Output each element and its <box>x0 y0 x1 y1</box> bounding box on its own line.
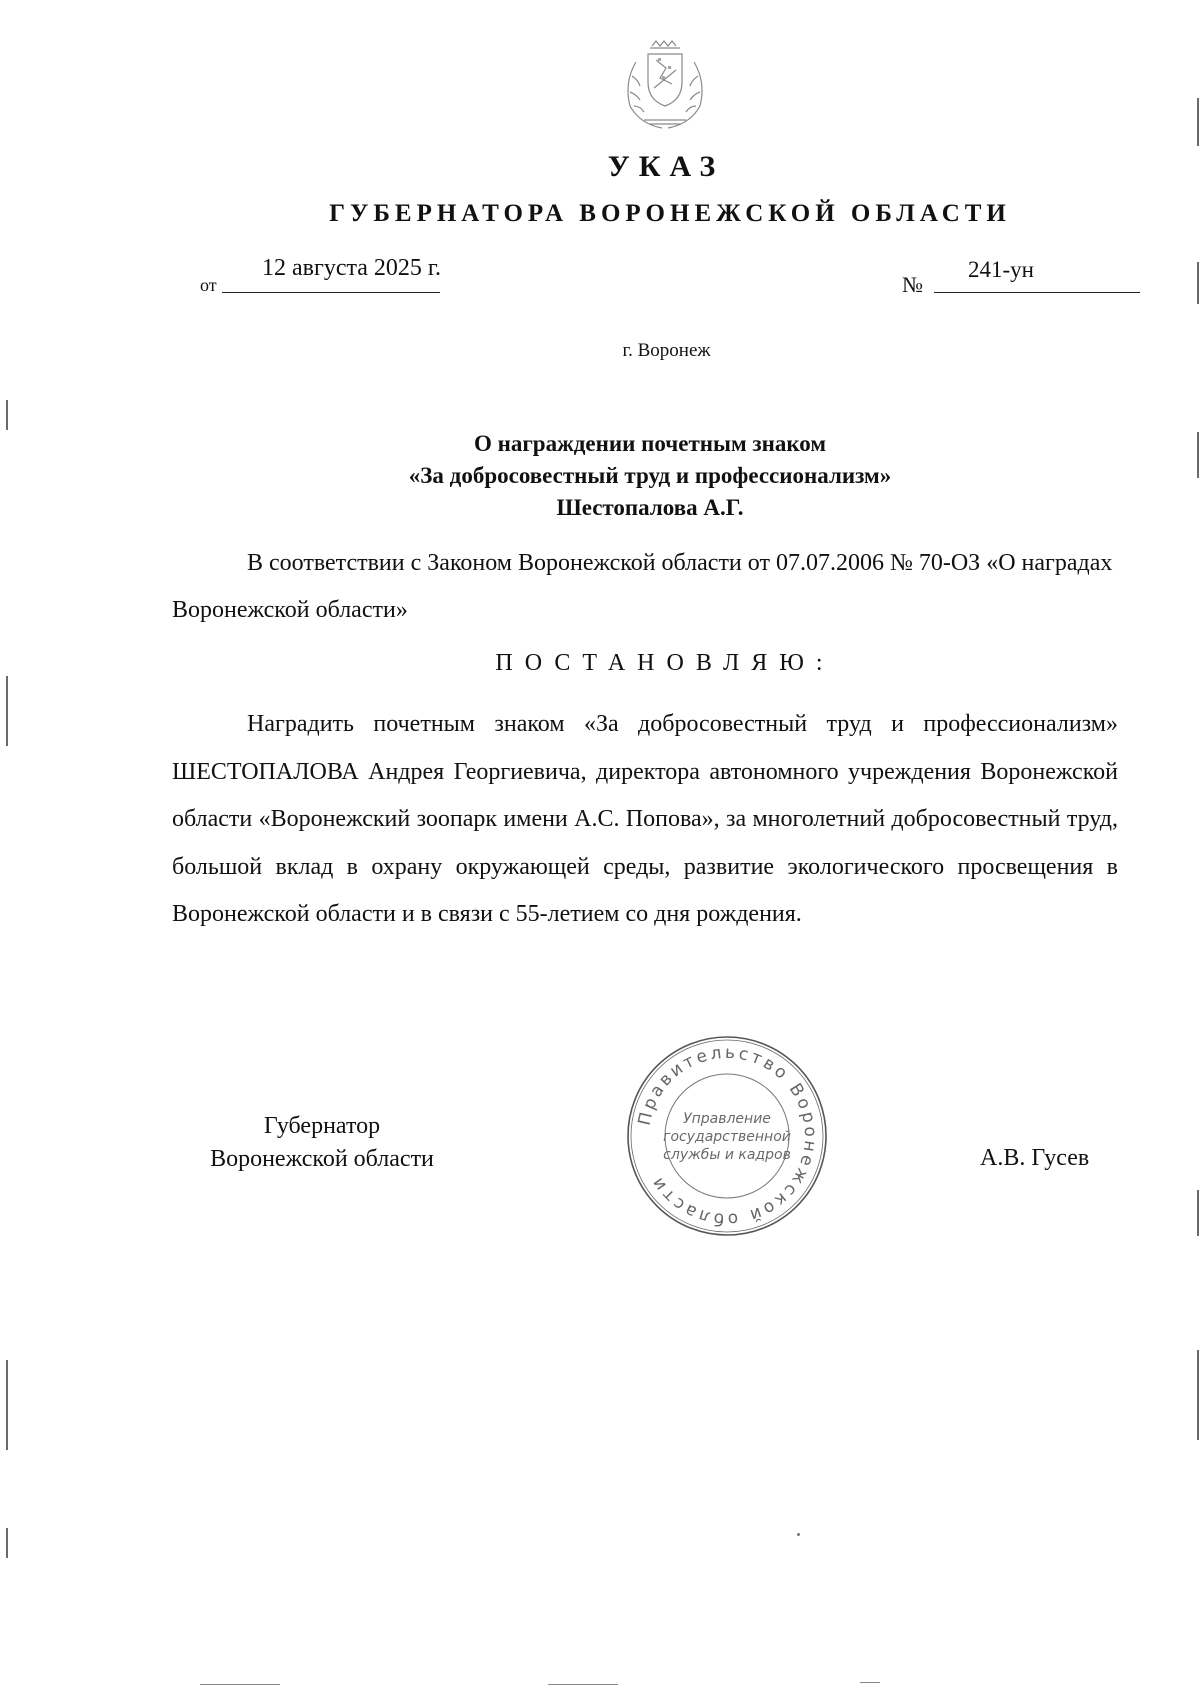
scan-edge-mark <box>1197 98 1199 146</box>
seal-inner-line-1: Управление <box>683 1111 771 1127</box>
date-prefix: от <box>200 275 217 295</box>
number-underline <box>934 292 1140 293</box>
date-underline <box>222 292 440 293</box>
official-seal-stamp <box>622 1031 832 1241</box>
document-issuer: ГУБЕРНАТОРА ВОРОНЕЖСКОЙ ОБЛАСТИ <box>329 200 1011 227</box>
award-paragraph: Наградить почетным знаком «За добросовестный труд и профессионализм» ШЕСТОПАЛОВА Андрея Георгиевича, директора автономного учреждения Воронежской области «Воронежский зоопарк имени А.С. Попова», за многолетний добросовестный труд, большой вклад в охрану окружающей среды, развитие экологического просвещения в Воронежской области и в связи с 55-летием со дня рождения. <box>172 711 1118 927</box>
subject-line-3: Шестопалова А.Г. <box>556 495 744 520</box>
seal-inner-line-2: государственной <box>663 1129 791 1145</box>
coat-of-arms-emblem <box>614 36 714 136</box>
decree-number: 241-ун <box>968 257 1034 282</box>
city-name: г. Воронеж <box>622 340 711 361</box>
scan-edge-mark <box>1197 432 1199 478</box>
seal-outer-text: Правительство Воронежской области <box>634 1042 821 1230</box>
scan-edge-mark <box>1197 262 1199 304</box>
decree-date: 12 августа 2025 г. <box>262 255 442 281</box>
scan-edge-mark <box>6 1528 8 1558</box>
date-number-row <box>200 255 1140 295</box>
subject-line-1: О награждении почетным знаком <box>473 431 827 456</box>
decree-subject <box>250 428 1050 524</box>
seal-inner-line-3: службы и кадров <box>663 1147 791 1163</box>
scan-speck <box>797 1533 800 1536</box>
scan-edge-mark <box>1197 1350 1199 1440</box>
document-title: УКАЗ <box>607 150 725 183</box>
scan-bottom-line <box>200 1684 280 1685</box>
signatory-position-line-2: Воронежской области <box>210 1146 434 1172</box>
scan-edge-mark <box>6 676 8 746</box>
scan-edge-mark <box>1197 1190 1199 1236</box>
signatory-position <box>172 1110 472 1176</box>
signatory-name: А.В. Гусев <box>980 1145 1090 1171</box>
scan-bottom-line <box>548 1684 618 1685</box>
decree-word: ПОСТАНОВЛЯЮ: <box>495 650 835 676</box>
subject-line-2: «За добросовестный труд и профессионализм» <box>408 463 892 488</box>
signatory-position-line-1: Губернатор <box>263 1113 381 1139</box>
number-prefix: № <box>902 272 923 297</box>
scan-bottom-line <box>860 1682 880 1683</box>
scan-edge-mark <box>6 1360 8 1450</box>
scan-edge-mark <box>6 400 8 430</box>
preamble-paragraph: В соответствии с Законом Воронежской области от 07.07.2006 № 70-ОЗ «О наградах Воронежской области» <box>172 550 1113 623</box>
